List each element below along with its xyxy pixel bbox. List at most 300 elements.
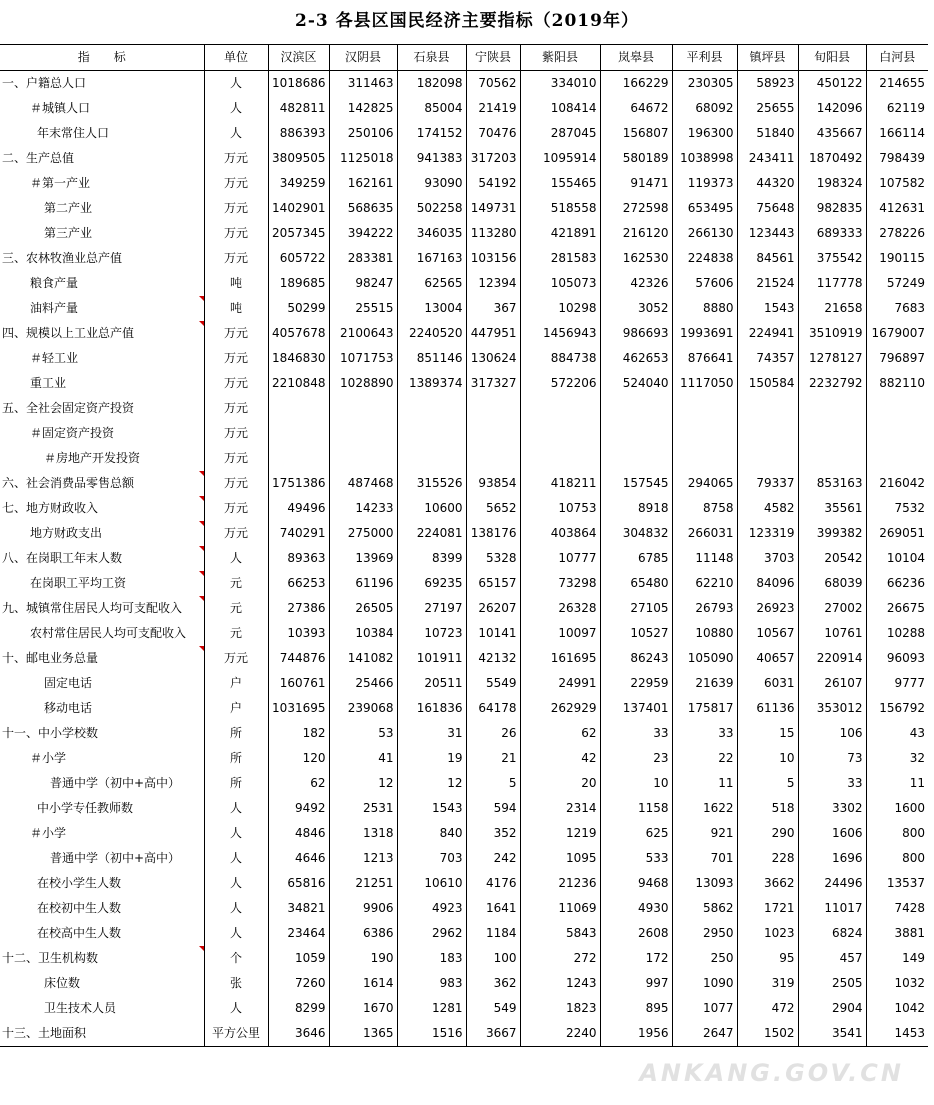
table-row <box>0 221 928 246</box>
value-cell: 62119 <box>866 96 928 121</box>
value-cell: 290 <box>737 821 798 846</box>
unit-cell: 人 <box>204 871 268 896</box>
value-cell: 1823 <box>520 996 600 1021</box>
value-cell: 982835 <box>798 196 866 221</box>
indicator-label: 油料产量 <box>0 296 204 321</box>
value-cell: 10298 <box>520 296 600 321</box>
value-cell: 462653 <box>600 346 672 371</box>
value-cell: 27386 <box>268 596 329 621</box>
value-cell: 800 <box>866 821 928 846</box>
value-cell: 113280 <box>466 221 520 246</box>
value-cell: 32 <box>866 746 928 771</box>
table-row <box>0 396 928 421</box>
value-cell: 1090 <box>672 971 737 996</box>
value-cell: 1600 <box>866 796 928 821</box>
unit-cell: 人 <box>204 996 268 1021</box>
value-cell: 8758 <box>672 496 737 521</box>
indicator-label: 十一、中小学校数 <box>2 726 99 740</box>
value-cell <box>397 446 466 471</box>
value-cell: 3703 <box>737 546 798 571</box>
value-cell: 98247 <box>329 271 397 296</box>
table-row <box>0 521 928 546</box>
value-cell: 62210 <box>672 571 737 596</box>
value-cell <box>329 396 397 421</box>
value-cell: 27197 <box>397 596 466 621</box>
value-cell: 57606 <box>672 271 737 296</box>
value-cell: 487468 <box>329 471 397 496</box>
value-cell: 625 <box>600 821 672 846</box>
value-cell: 2531 <box>329 796 397 821</box>
value-cell: 123319 <box>737 521 798 546</box>
value-cell: 138176 <box>466 521 520 546</box>
value-cell: 250 <box>672 946 737 971</box>
unit-cell: 元 <box>204 621 268 646</box>
value-cell: 1278127 <box>798 346 866 371</box>
value-cell: 189685 <box>268 271 329 296</box>
value-cell: 62 <box>268 771 329 796</box>
table-row <box>0 796 928 821</box>
value-cell: 119373 <box>672 171 737 196</box>
value-cell: 156792 <box>866 696 928 721</box>
value-cell: 70476 <box>466 121 520 146</box>
value-cell <box>329 446 397 471</box>
value-cell: 86243 <box>600 646 672 671</box>
value-cell <box>798 421 866 446</box>
value-cell: 141082 <box>329 646 397 671</box>
unit-cell: 人 <box>204 121 268 146</box>
value-cell: 2647 <box>672 1021 737 1047</box>
value-cell: 549 <box>466 996 520 1021</box>
indicator-label: 八、在岗职工年末人数 <box>0 546 204 571</box>
value-cell: 239068 <box>329 696 397 721</box>
table-row <box>0 546 928 571</box>
unit-cell: 万元 <box>204 221 268 246</box>
header-zhenping: 镇坪县 <box>737 45 798 71</box>
unit-cell: 万元 <box>204 346 268 371</box>
value-cell: 524040 <box>600 371 672 396</box>
value-cell: 12394 <box>466 271 520 296</box>
value-cell: 10384 <box>329 621 397 646</box>
value-cell: 997 <box>600 971 672 996</box>
value-cell: 399382 <box>798 521 866 546</box>
value-cell: 108414 <box>520 96 600 121</box>
value-cell: 346035 <box>397 221 466 246</box>
indicator-label: ＃小学 <box>30 751 67 765</box>
value-cell: 1158 <box>600 796 672 821</box>
value-cell: 2962 <box>397 921 466 946</box>
unit-cell: 所 <box>204 721 268 746</box>
value-cell: 150584 <box>737 371 798 396</box>
value-cell: 275000 <box>329 521 397 546</box>
value-cell <box>466 396 520 421</box>
value-cell: 3881 <box>866 921 928 946</box>
value-cell: 242 <box>466 846 520 871</box>
value-cell: 85004 <box>397 96 466 121</box>
value-cell: 228 <box>737 846 798 871</box>
indicator-label: 第二产业 <box>44 201 93 215</box>
value-cell: 472 <box>737 996 798 1021</box>
table-row <box>0 421 928 446</box>
indicator-label: 床位数 <box>44 976 81 990</box>
table-row <box>0 171 928 196</box>
value-cell: 1059 <box>268 946 329 971</box>
header-xunyang: 旬阳县 <box>798 45 866 71</box>
value-cell: 43 <box>866 721 928 746</box>
table-row <box>0 1021 928 1047</box>
table-row <box>0 496 928 521</box>
table-row <box>0 821 928 846</box>
table-row <box>0 946 928 971</box>
value-cell: 450122 <box>798 71 866 97</box>
value-cell: 10567 <box>737 621 798 646</box>
value-cell: 2057345 <box>268 221 329 246</box>
unit-cell: 元 <box>204 596 268 621</box>
value-cell: 120 <box>268 746 329 771</box>
value-cell <box>600 396 672 421</box>
table-row <box>0 971 928 996</box>
value-cell: 61136 <box>737 696 798 721</box>
value-cell: 65157 <box>466 571 520 596</box>
value-cell: 921 <box>672 821 737 846</box>
value-cell: 272598 <box>600 196 672 221</box>
value-cell: 2240 <box>520 1021 600 1047</box>
unit-cell: 吨 <box>204 296 268 321</box>
unit-cell: 户 <box>204 696 268 721</box>
value-cell <box>268 446 329 471</box>
value-cell: 162161 <box>329 171 397 196</box>
value-cell: 10 <box>600 771 672 796</box>
value-cell: 3809505 <box>268 146 329 171</box>
value-cell: 100 <box>466 946 520 971</box>
value-cell: 311463 <box>329 71 397 97</box>
value-cell: 33 <box>600 721 672 746</box>
value-cell: 2904 <box>798 996 866 1021</box>
value-cell: 162530 <box>600 246 672 271</box>
value-cell: 1031695 <box>268 696 329 721</box>
value-cell: 42 <box>520 746 600 771</box>
value-cell: 7683 <box>866 296 928 321</box>
value-cell: 54192 <box>466 171 520 196</box>
comment-marker-icon <box>199 646 204 651</box>
indicator-label: 二、生产总值 <box>2 151 75 165</box>
value-cell: 518558 <box>520 196 600 221</box>
value-cell: 198324 <box>798 171 866 196</box>
indicator-label: ＃城镇人口 <box>30 101 91 115</box>
value-cell: 851146 <box>397 346 466 371</box>
value-cell: 876641 <box>672 346 737 371</box>
value-cell <box>466 421 520 446</box>
value-cell: 74357 <box>737 346 798 371</box>
value-cell: 2950 <box>672 921 737 946</box>
value-cell: 49496 <box>268 496 329 521</box>
value-cell <box>672 396 737 421</box>
value-cell: 689333 <box>798 221 866 246</box>
value-cell: 9468 <box>600 871 672 896</box>
value-cell: 182 <box>268 721 329 746</box>
unit-cell: 人 <box>204 96 268 121</box>
indicator-label: 固定电话 <box>44 676 93 690</box>
value-cell: 4923 <box>397 896 466 921</box>
header-baihe: 白河县 <box>866 45 928 71</box>
value-cell: 137401 <box>600 696 672 721</box>
table-row <box>0 71 928 97</box>
value-cell: 25655 <box>737 96 798 121</box>
value-cell: 4846 <box>268 821 329 846</box>
table-row <box>0 346 928 371</box>
value-cell: 42132 <box>466 646 520 671</box>
value-cell: 533 <box>600 846 672 871</box>
indicator-label: 卫生技术人员 <box>44 1001 117 1015</box>
value-cell: 315526 <box>397 471 466 496</box>
value-cell: 266031 <box>672 521 737 546</box>
value-cell: 278226 <box>866 221 928 246</box>
value-cell: 21236 <box>520 871 600 896</box>
value-cell: 653495 <box>672 196 737 221</box>
value-cell: 1846830 <box>268 346 329 371</box>
indicator-label: 五、全社会固定资产投资 <box>2 401 135 415</box>
table-row <box>0 896 928 921</box>
value-cell: 2314 <box>520 796 600 821</box>
comment-marker-icon <box>199 546 204 551</box>
value-cell: 40657 <box>737 646 798 671</box>
value-cell: 35561 <box>798 496 866 521</box>
value-cell: 502258 <box>397 196 466 221</box>
value-cell: 1751386 <box>268 471 329 496</box>
value-cell: 421891 <box>520 221 600 246</box>
value-cell: 1028890 <box>329 371 397 396</box>
indicator-label: 普通中学（初中+高中） <box>50 776 181 790</box>
value-cell: 155465 <box>520 171 600 196</box>
value-cell: 287045 <box>520 121 600 146</box>
value-cell: 334010 <box>520 71 600 97</box>
indicators-table <box>0 44 928 1047</box>
value-cell: 3662 <box>737 871 798 896</box>
value-cell: 1614 <box>329 971 397 996</box>
value-cell: 44320 <box>737 171 798 196</box>
value-cell: 224081 <box>397 521 466 546</box>
table-row <box>0 671 928 696</box>
value-cell: 5 <box>466 771 520 796</box>
table-body <box>0 71 928 1047</box>
value-cell: 4057678 <box>268 321 329 346</box>
comment-marker-icon <box>199 321 204 326</box>
indicator-label: 在岗职工平均工资 <box>0 571 204 596</box>
value-cell: 572206 <box>520 371 600 396</box>
value-cell: 1502 <box>737 1021 798 1047</box>
value-cell: 740291 <box>268 521 329 546</box>
table-row <box>0 646 928 671</box>
value-cell: 20542 <box>798 546 866 571</box>
unit-cell: 所 <box>204 746 268 771</box>
value-cell: 117778 <box>798 271 866 296</box>
value-cell: 41 <box>329 746 397 771</box>
value-cell: 230305 <box>672 71 737 97</box>
value-cell: 3646 <box>268 1021 329 1047</box>
value-cell: 1042 <box>866 996 928 1021</box>
table-row <box>0 996 928 1021</box>
value-cell: 142096 <box>798 96 866 121</box>
value-cell: 8299 <box>268 996 329 1021</box>
unit-cell: 万元 <box>204 446 268 471</box>
value-cell: 33 <box>672 721 737 746</box>
value-cell: 744876 <box>268 646 329 671</box>
value-cell: 1213 <box>329 846 397 871</box>
comment-marker-icon <box>199 521 204 526</box>
value-cell: 11069 <box>520 896 600 921</box>
value-cell: 1956 <box>600 1021 672 1047</box>
value-cell: 142825 <box>329 96 397 121</box>
value-cell: 27002 <box>798 596 866 621</box>
value-cell <box>329 421 397 446</box>
unit-cell: 万元 <box>204 246 268 271</box>
value-cell: 11 <box>866 771 928 796</box>
value-cell: 12 <box>329 771 397 796</box>
unit-cell: 万元 <box>204 321 268 346</box>
value-cell: 4582 <box>737 496 798 521</box>
value-cell <box>798 446 866 471</box>
value-cell: 84561 <box>737 246 798 271</box>
value-cell: 11017 <box>798 896 866 921</box>
value-cell: 6386 <box>329 921 397 946</box>
value-cell: 4930 <box>600 896 672 921</box>
value-cell: 214655 <box>866 71 928 97</box>
value-cell: 68092 <box>672 96 737 121</box>
value-cell: 3510919 <box>798 321 866 346</box>
value-cell: 13004 <box>397 296 466 321</box>
table-row <box>0 721 928 746</box>
value-cell: 2240520 <box>397 321 466 346</box>
value-cell: 2100643 <box>329 321 397 346</box>
value-cell: 394222 <box>329 221 397 246</box>
unit-cell: 万元 <box>204 471 268 496</box>
value-cell: 172 <box>600 946 672 971</box>
table-row <box>0 121 928 146</box>
value-cell <box>737 396 798 421</box>
indicator-label: 九、城镇常住居民人均可支配收入 <box>0 596 204 621</box>
table-row <box>0 571 928 596</box>
unit-cell: 万元 <box>204 146 268 171</box>
value-cell: 69235 <box>397 571 466 596</box>
value-cell: 1018686 <box>268 71 329 97</box>
value-cell: 5549 <box>466 671 520 696</box>
value-cell: 24496 <box>798 871 866 896</box>
unit-cell: 万元 <box>204 196 268 221</box>
value-cell: 1318 <box>329 821 397 846</box>
value-cell: 1679007 <box>866 321 928 346</box>
unit-cell: 万元 <box>204 496 268 521</box>
value-cell: 62565 <box>397 271 466 296</box>
value-cell: 105073 <box>520 271 600 296</box>
value-cell: 1243 <box>520 971 600 996</box>
value-cell: 1038998 <box>672 146 737 171</box>
value-cell: 10761 <box>798 621 866 646</box>
value-cell <box>520 421 600 446</box>
value-cell <box>600 446 672 471</box>
value-cell: 62 <box>520 721 600 746</box>
value-cell: 11 <box>672 771 737 796</box>
value-cell: 161695 <box>520 646 600 671</box>
value-cell: 64672 <box>600 96 672 121</box>
value-cell: 73298 <box>520 571 600 596</box>
table-row <box>0 246 928 271</box>
table-row <box>0 321 928 346</box>
value-cell: 51840 <box>737 121 798 146</box>
value-cell: 58923 <box>737 71 798 97</box>
value-cell: 5843 <box>520 921 600 946</box>
unit-cell: 户 <box>204 671 268 696</box>
value-cell: 6031 <box>737 671 798 696</box>
value-cell: 10104 <box>866 546 928 571</box>
value-cell: 703 <box>397 846 466 871</box>
indicator-label: 普通中学（初中+高中） <box>50 851 181 865</box>
value-cell: 5 <box>737 771 798 796</box>
value-cell: 1721 <box>737 896 798 921</box>
value-cell: 317327 <box>466 371 520 396</box>
value-cell: 166229 <box>600 71 672 97</box>
indicator-label: 十、邮电业务总量 <box>0 646 204 671</box>
value-cell: 8399 <box>397 546 466 571</box>
unit-cell: 平方公里 <box>204 1021 268 1047</box>
unit-cell: 吨 <box>204 271 268 296</box>
value-cell: 175817 <box>672 696 737 721</box>
value-cell: 1365 <box>329 1021 397 1047</box>
value-cell: 1622 <box>672 796 737 821</box>
indicator-label: 在校小学生人数 <box>37 876 122 890</box>
value-cell: 3667 <box>466 1021 520 1047</box>
value-cell <box>520 396 600 421</box>
value-cell: 57249 <box>866 271 928 296</box>
value-cell: 91471 <box>600 171 672 196</box>
value-cell: 1023 <box>737 921 798 946</box>
table-row <box>0 146 928 171</box>
unit-cell: 万元 <box>204 171 268 196</box>
value-cell: 1543 <box>397 796 466 821</box>
value-cell: 190115 <box>866 246 928 271</box>
value-cell: 9777 <box>866 671 928 696</box>
value-cell: 26505 <box>329 596 397 621</box>
value-cell: 701 <box>672 846 737 871</box>
value-cell: 13537 <box>866 871 928 896</box>
value-cell <box>397 421 466 446</box>
unit-cell: 万元 <box>204 646 268 671</box>
value-cell: 10610 <box>397 871 466 896</box>
value-cell <box>268 396 329 421</box>
indicator-label: 十二、卫生机构数 <box>0 946 204 971</box>
value-cell: 5652 <box>466 496 520 521</box>
indicator-label: ＃第一产业 <box>30 176 91 190</box>
value-cell <box>672 421 737 446</box>
watermark: ANKANG.GOV.CN <box>639 1059 904 1087</box>
unit-cell: 人 <box>204 546 268 571</box>
indicator-label: 农村常住居民人均可支配收入 <box>30 626 187 640</box>
value-cell: 1389374 <box>397 371 466 396</box>
indicator-label: 地方财政支出 <box>0 521 204 546</box>
value-cell: 1281 <box>397 996 466 1021</box>
value-cell: 10753 <box>520 496 600 521</box>
indicator-label: 在校初中生人数 <box>37 901 122 915</box>
unit-cell: 万元 <box>204 421 268 446</box>
value-cell: 1095 <box>520 846 600 871</box>
value-cell: 66236 <box>866 571 928 596</box>
header-hanyin: 汉阴县 <box>329 45 397 71</box>
value-cell: 107582 <box>866 171 928 196</box>
value-cell: 1641 <box>466 896 520 921</box>
value-cell: 84096 <box>737 571 798 596</box>
value-cell: 50299 <box>268 296 329 321</box>
indicator-label: 六、社会消费品零售总额 <box>0 471 204 496</box>
value-cell: 2232792 <box>798 371 866 396</box>
value-cell: 353012 <box>798 696 866 721</box>
